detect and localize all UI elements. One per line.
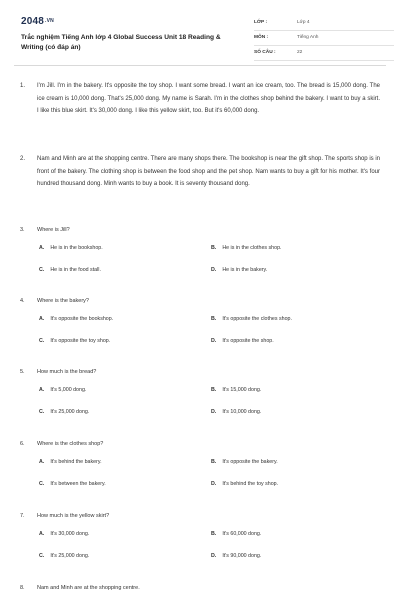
option-text: It's 15,000 dong. [222, 387, 262, 393]
option-text: It's 30,000 dong. [50, 531, 90, 537]
option-letter: B. [211, 459, 217, 465]
option-letter: A. [39, 459, 45, 465]
passage-number: 2. [20, 156, 26, 162]
answer-options [39, 531, 379, 571]
option-text: It's opposite the clothes shop. [222, 316, 292, 322]
answer-options [39, 387, 379, 427]
passage-2 [20, 153, 380, 191]
option-b[interactable] [211, 459, 278, 465]
meta-value: 22 [297, 50, 303, 55]
question-number: 6. [20, 441, 25, 447]
option-letter: D. [211, 338, 217, 344]
option-c[interactable] [39, 409, 89, 415]
option-letter: B. [211, 245, 217, 251]
option-letter: B. [211, 387, 217, 393]
option-text: It's opposite the shop. [222, 338, 274, 344]
option-text: It's 25,000 dong. [50, 553, 90, 559]
option-letter: A. [39, 245, 45, 251]
passage-text: I'm Jill. I'm in the bakery. It's opposite the toy shop. I want some bread. I want an ice cream, too. The bread is 15,000 dong. The ice cream is 10,000 dong. That's 25,000 dong. My name is Sarah. I'm in the clothes shop behind the bakery. I want to buy a skirt. I like this blue skirt. It's 30,000 dong. I like this yellow skirt, too. But it's 60,000 dong. [37, 83, 380, 115]
question-text: Where is the clothes shop? [37, 441, 104, 447]
option-letter: C. [39, 481, 45, 487]
question-text: Where is Jill? [37, 227, 70, 233]
question-text: How much is the bread? [37, 369, 97, 375]
site-logo[interactable] [21, 16, 54, 27]
option-a[interactable] [39, 316, 113, 322]
meta-row-class [254, 17, 394, 31]
option-d[interactable] [211, 338, 274, 344]
option-b[interactable] [211, 531, 261, 537]
meta-row-subject [254, 32, 394, 46]
option-text: It's 5,000 dong. [50, 387, 87, 393]
header-divider [14, 65, 386, 66]
option-text: It's opposite the bookshop. [50, 316, 114, 322]
option-b[interactable] [211, 245, 282, 251]
option-letter: C. [39, 409, 45, 415]
question-number: 3. [20, 227, 25, 233]
option-d[interactable] [211, 481, 278, 487]
option-c[interactable] [39, 553, 89, 559]
question-text: Nam and Minh are at the shopping centre. [37, 585, 140, 591]
option-letter: D. [211, 481, 217, 487]
question-number: 4. [20, 298, 25, 304]
option-letter: D. [211, 409, 217, 415]
option-text: It's behind the toy shop. [222, 481, 279, 487]
option-text: It's 60,000 dong. [222, 531, 262, 537]
option-letter: C. [39, 553, 45, 559]
answer-options [39, 245, 379, 285]
meta-row-count [254, 47, 394, 61]
logo-text: 2048 [21, 16, 45, 27]
question-number: 7. [20, 513, 25, 519]
question-text: How much is the yellow skirt? [37, 513, 110, 519]
option-c[interactable] [39, 481, 106, 487]
option-text: He is in the clothes shop. [222, 245, 282, 251]
option-a[interactable] [39, 459, 102, 465]
option-a[interactable] [39, 531, 89, 537]
passage-1 [20, 80, 380, 118]
meta-value: Tiếng Anh [297, 35, 319, 40]
meta-key: MÔN : [254, 35, 269, 40]
option-letter: B. [211, 531, 217, 537]
document-meta [254, 17, 394, 62]
option-text: He is in the bakery. [222, 267, 268, 273]
option-d[interactable] [211, 409, 261, 415]
option-letter: C. [39, 338, 45, 344]
option-letter: D. [211, 553, 217, 559]
option-text: It's opposite the bakery. [222, 459, 278, 465]
option-text: It's 90,000 dong. [222, 553, 262, 559]
meta-key: SỐ CÂU : [254, 50, 276, 55]
option-letter: A. [39, 387, 45, 393]
meta-key: LỚP : [254, 20, 268, 25]
question-number: 5. [20, 369, 25, 375]
option-text: It's 10,000 dong. [222, 409, 262, 415]
question-text: Where is the bakery? [37, 298, 89, 304]
option-text: It's between the bakery. [50, 481, 106, 487]
document-header [14, 12, 386, 64]
option-a[interactable] [39, 387, 86, 393]
passage-number: 1. [20, 83, 26, 89]
passage-text: Nam and Minh are at the shopping centre. There are many shops there. The bookshop is near the gift shop. The sports shop is in front of the bakery. The clothing shop is between the food shop and the pet shop. Nam wants to buy a gift for his mother. It's four hundred thousand dong. Minh wants to buy a book. It is seventy thousand dong. [37, 156, 380, 188]
option-letter: B. [211, 316, 217, 322]
option-text: He is in the food stall. [50, 267, 101, 273]
option-letter: C. [39, 267, 45, 273]
option-b[interactable] [211, 387, 261, 393]
meta-value: Lớp 4 [297, 20, 310, 25]
option-letter: D. [211, 267, 217, 273]
option-letter: A. [39, 531, 45, 537]
answer-options [39, 459, 379, 499]
answer-options [39, 316, 379, 356]
option-b[interactable] [211, 316, 292, 322]
option-c[interactable] [39, 338, 110, 344]
option-letter: A. [39, 316, 45, 322]
option-d[interactable] [211, 553, 261, 559]
document-title: Trắc nghiệm Tiếng Anh lớp 4 Global Success Unit 18 Reading & Writing (có đáp án) [21, 34, 221, 51]
option-text: He is in the bookshop. [50, 245, 103, 251]
question-number: 8. [20, 585, 25, 591]
option-a[interactable] [39, 245, 103, 251]
option-text: It's behind the bakery. [50, 459, 102, 465]
option-text: It's opposite the toy shop. [50, 338, 111, 344]
option-text: It's 25,000 dong. [50, 409, 90, 415]
option-c[interactable] [39, 267, 101, 273]
option-d[interactable] [211, 267, 267, 273]
logo-suffix: .VN [45, 18, 54, 25]
